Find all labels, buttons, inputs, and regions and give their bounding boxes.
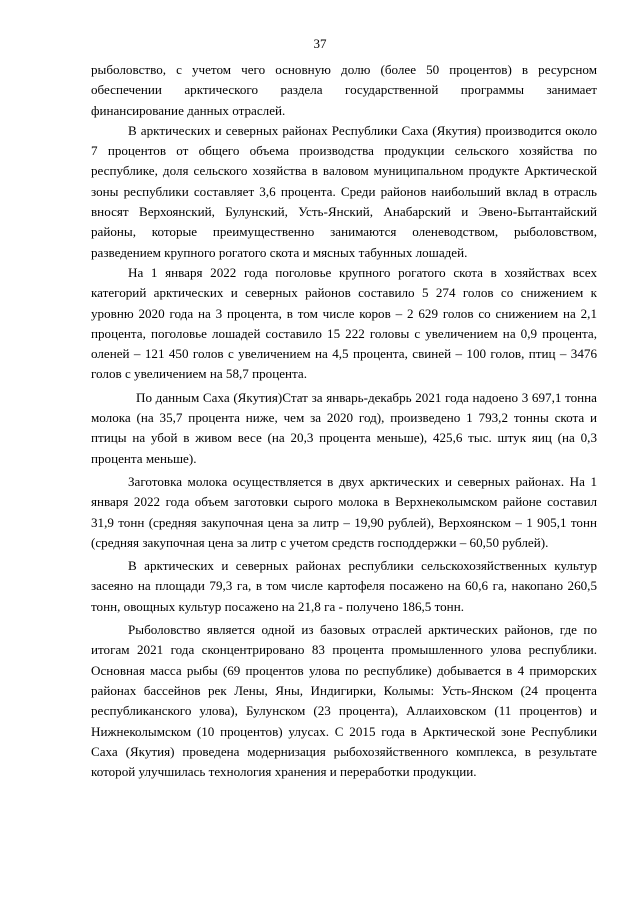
page-number: 37	[313, 36, 327, 51]
paragraph: На 1 января 2022 года поголовье крупного рогатого скота в хозяйствах всех категорий арктических и северных районов составило 5 274 голов со снижением к уровню 2020 года на 3 процента, в том числе коров – 2 629 голов со снижением на 2,1 процента, поголовье лошадей составило 15 222 головы с увеличением на 0,9 процента, оленей – 121 450 голов с увеличением на 4,5 процента, свиней – 100 голов, птиц – 3476 голов с увеличением на 58,7 процента.	[91, 264, 597, 382]
document-body	[91, 60, 597, 782]
paragraph-continuation: рыболовство, с учетом чего основную долю (более 50 процентов) в ресурсном обеспечении арктического раздела государственной программы занимает финансирование данных отраслей.	[91, 62, 597, 118]
paragraph: Рыболовство является одной из базовых отраслей арктических районов, где по итогам 2021 года сконцентрировано 83 процента промышленного улова республики. Основная масса рыбы (69 процентов улова по республике) добывается в 4 приморских районах бассейнов рек Лены, Яны, Индигирки, Колымы: Усть-Янском (24 процента республиканского улова), Булунском (23 процента), Аллаиховском (11 процентов) и Нижнеколымском (10 процентов) улусах. С 2015 года в Арктической зоне Республики Саха (Якутия) проведена модернизация рыбохозяйственного комплекса, в результате которой улучшилась технология хранения и переработки продукции.	[91, 622, 597, 780]
paragraph: В арктических и северных районах Республики Саха (Якутия) производится около 7 процентов от общего объема производства продукции сельского хозяйства по республике, доля сельского хозяйства в валовом муниципальном продукте Арктической зоны республики составляет 3,6 процента. Среди районов наибольший вклад в отрасль вносят Верхоянский, Булунский, Усть-Янский, Анабарский и Эвено-Бытантайский районы, которые преимущественно занимаются оленеводством, рыболовством, разведением крупного рогатого скота и мясных табунных лошадей.	[91, 122, 597, 260]
paragraph: Заготовка молока осуществляется в двух арктических и северных районах. На 1 января 2022 года объем заготовки сырого молока в Верхнеколымском районе составил 31,9 тонн (средняя закупочная цена за литр – 19,90 рублей), Верхоянском – 1 905,1 тонн (средняя закупочная цена за литр с учетом средств господдержки – 60,50 рублей).	[91, 473, 597, 550]
paragraph: По данным Саха (Якутия)Стат за январь-декабрь 2021 года надоено 3 697,1 тонна молока (на 35,7 процента ниже, чем за 2020 год), произведено 1 793,2 тонны скота и птицы на убой в живом весе (на 20,3 процента меньше), 425,6 тыс. штук яиц (на 0,3 процента меньше).	[91, 389, 597, 466]
paragraph: В арктических и северных районах республики сельскохозяйственных культур засеяно на площади 79,3 га, в том числе картофеля посажено на 60,6 га, накопано 260,5 тонн, овощных культур посажено на 21,8 га - получено 186,5 тонн.	[91, 558, 597, 614]
